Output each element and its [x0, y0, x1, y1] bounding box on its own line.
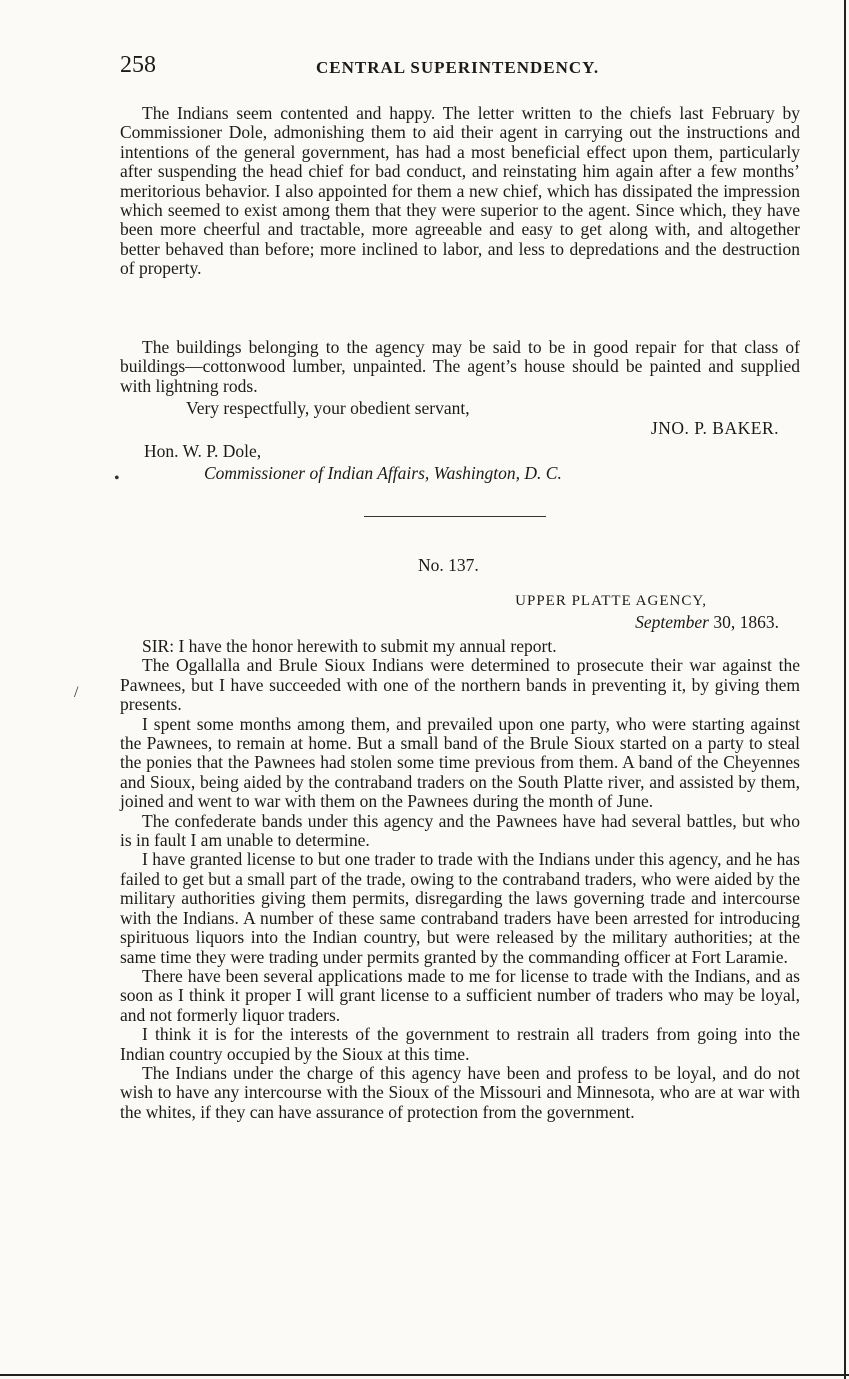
letter1-paragraph: The Indians seem contented and happy. The letter written to the chiefs last February by Commissioner Dole, admonishing them to aid their agent in carrying out the instructions and intentions of the general government, has had a most beneficial effect upon them, particularly after suspending the head chief for bad conduct, and reinstating him again after a few months’ meritorious behavior. I also appointed for them a new chief, which has dissipated the impression which seemed to exist among them that they were superior to the agent. Since which, they have been more cheerful and tractable, more agreeable and easy to get along with, and altogether better behaved than before; more inclined to labor, and less to depredations and the destruction of property. — [120, 103, 800, 279]
page-edge-right — [844, 0, 846, 1379]
date-month: September — [635, 612, 709, 632]
letter2-body — [120, 637, 800, 1122]
page-header — [120, 52, 780, 86]
letter2-paragraph: I have granted license to but one trader to trade with the Indians under this agency, and he has failed to get but a small part of the trade, owing to the contraband traders, who were aided by the military authorities giving them permits, disregarding the laws governing trade and intercourse with the Indians. A number of these same contraband traders have been arrested for introducing spirituous liquors into the Indian country, but were released by the military authorities; at the same time they were trading under permits granted by the commanding officer at Fort Laramie. — [120, 849, 800, 967]
running-head: CENTRAL SUPERINTENDENCY. — [316, 58, 600, 77]
letter2-paragraph: The confederate bands under this agency and the Pawnees have had several battles, but who is in fault I am unable to determine. — [120, 810, 800, 851]
page-edge-bottom — [0, 1374, 849, 1376]
letter2-paragraph: The Indians under the charge of this agency have been and profess to be loyal, and do not wish to have any intercourse with the Sioux of the Missouri and Minnesota, who are at war with the whites, if they can have assurance of protection from the government. — [120, 1062, 800, 1122]
signature: JNO. P. BAKER. — [650, 418, 779, 438]
page-number: 258 — [120, 52, 156, 78]
letter2-paragraph: The Ogallalla and Brule Sioux Indians were determined to prosecute their war against the Pawnees, but I have succeeded with one of the northern bands in preventing it, by giving them presents. — [120, 655, 800, 715]
letter2-paragraph: There have been several applications made to me for license to trade with the Indians, and as soon as I think it proper I will grant license to a sufficient number of traders who may be loyal, and not formerly liquor traders. — [120, 965, 800, 1025]
letter2-paragraph: I think it is for the interests of the government to restrain all traders from going into the Indian country occupied by the Sioux at this time. — [120, 1024, 800, 1064]
letter-closing: Very respectfully, your obedient servant, — [186, 398, 470, 418]
letter2-paragraph: I spent some months among them, and prevailed upon one party, who were starting against the Pawnees, to remain at home. But a small band of the Brule Sioux started on a party to steal the ponies that the Pawnees had stolen some time previous from them. A band of the Cheyennes and Sioux, being aided by the contraband traders on the South Platte river, and assisted by them, joined and went to war with them on the Pawnees during the month of June. — [120, 713, 800, 812]
letter1-paragraph: The buildings belonging to the agency may be said to be in good repair for that class of buildings—cottonwood lumber, unpainted. The agent’s house should be painted and supplied with lightning rods. — [120, 337, 800, 396]
section-divider — [364, 516, 546, 517]
document-number: No. 137. — [418, 555, 479, 575]
letter-location: UPPER PLATTE AGENCY, — [515, 593, 707, 609]
letter-date — [635, 612, 779, 633]
letter2-paragraph: SIR: I have the honor herewith to submit my annual report. — [142, 636, 557, 656]
margin-mark: • — [114, 470, 120, 487]
addressee-name: Hon. W. P. Dole, — [144, 441, 262, 461]
date-day-year: 30, 1863. — [709, 612, 779, 632]
margin-mark: / — [74, 684, 79, 701]
addressee-title: Commissioner of Indian Affairs, Washington, D. C. — [204, 463, 562, 483]
